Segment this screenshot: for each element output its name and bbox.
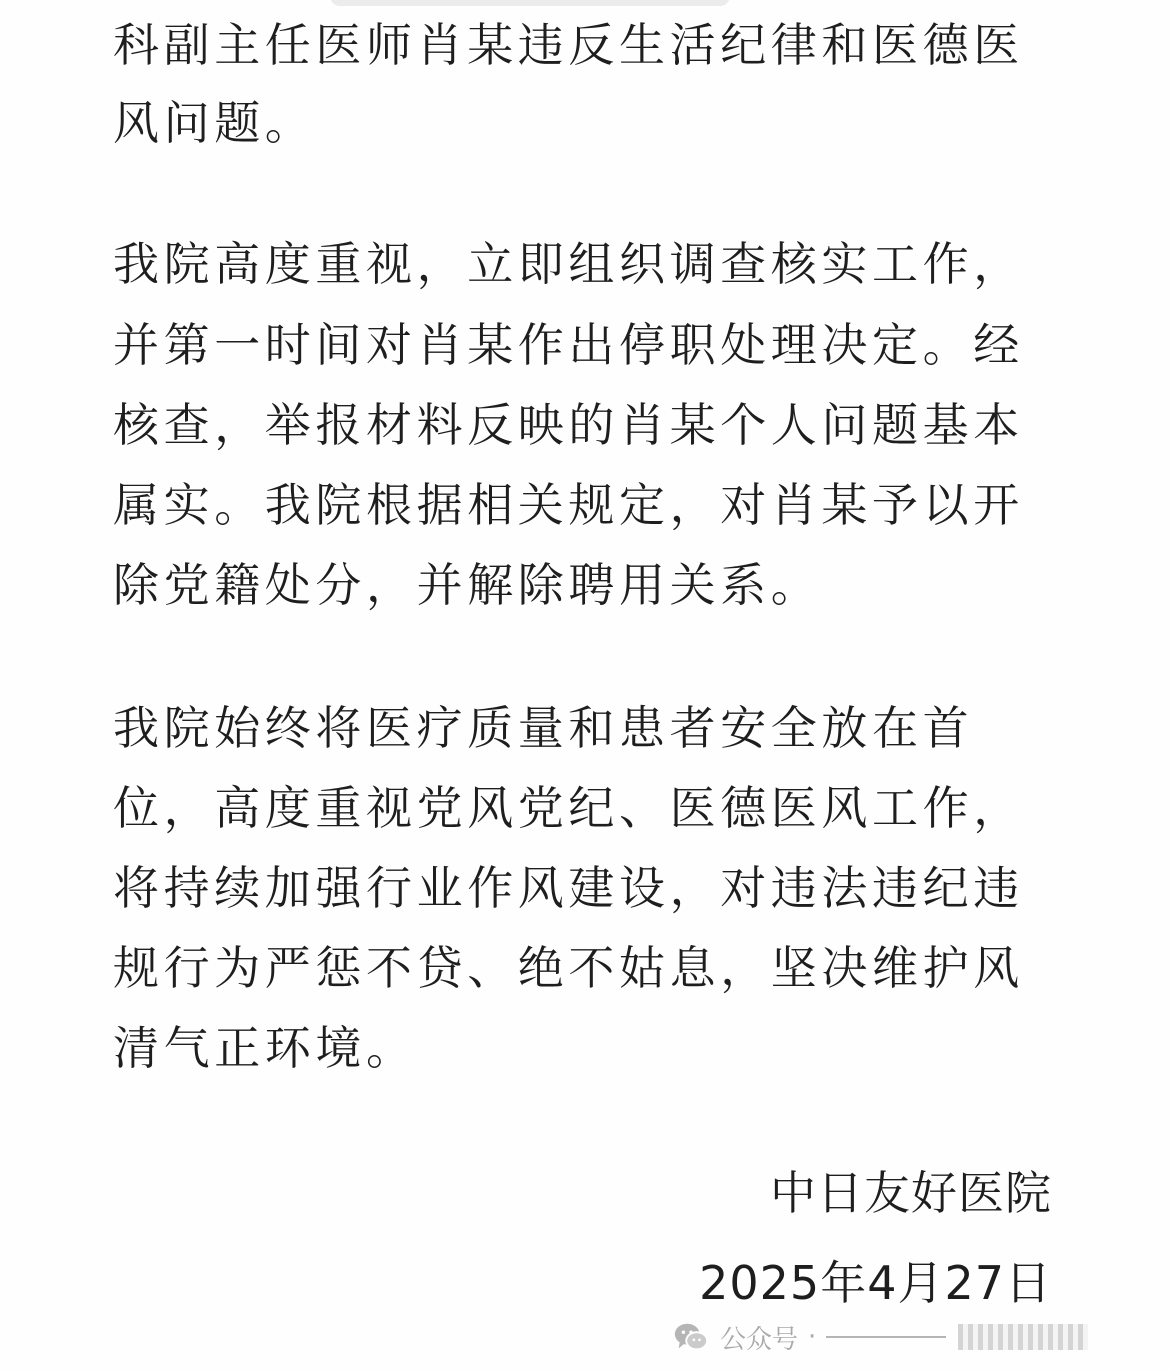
- paragraph-3-line-5: 清气正环境。: [113, 1021, 417, 1075]
- wechat-icon: [672, 1318, 710, 1356]
- paragraph-3-line-4: 规行为严惩不贷、绝不姑息，坚决维护风: [113, 941, 1024, 995]
- paragraph-2-line-3: 核查，举报材料反映的肖某个人问题基本: [113, 398, 1024, 452]
- paragraph-2-line-2: 并第一时间对肖某作出停职处理决定。经: [113, 318, 1024, 372]
- top-edge-shadow: [330, 0, 730, 6]
- paragraph-1-line-2: 风问题。: [113, 96, 316, 150]
- signature-date: 2025年4月27日: [699, 1256, 1052, 1310]
- paragraph-1-line-1: 科副主任医师肖某违反生活纪律和医德医: [113, 18, 1024, 72]
- watermark-masked-name: [958, 1324, 1088, 1350]
- signature-hospital: 中日友好医院: [770, 1166, 1052, 1220]
- paragraph-3-line-3: 将持续加强行业作风建设，对违法违纪违: [113, 861, 1024, 915]
- watermark-separator: ·: [808, 1322, 817, 1352]
- paragraph-2-line-4: 属实。我院根据相关规定，对肖某予以开: [113, 478, 1024, 532]
- watermark-label: 公众号: [720, 1324, 799, 1355]
- paragraph-2-line-1: 我院高度重视，立即组织调查核实工作，: [113, 237, 1024, 291]
- paragraph-3-line-1: 我院始终将医疗质量和患者安全放在首: [113, 701, 974, 755]
- watermark-dash: [826, 1336, 946, 1338]
- wechat-watermark: [672, 1312, 1088, 1362]
- paragraph-3-line-2: 位，高度重视党风党纪、医德医风工作，: [113, 781, 1024, 835]
- paragraph-2-line-5: 除党籍处分，并解除聘用关系。: [113, 558, 822, 612]
